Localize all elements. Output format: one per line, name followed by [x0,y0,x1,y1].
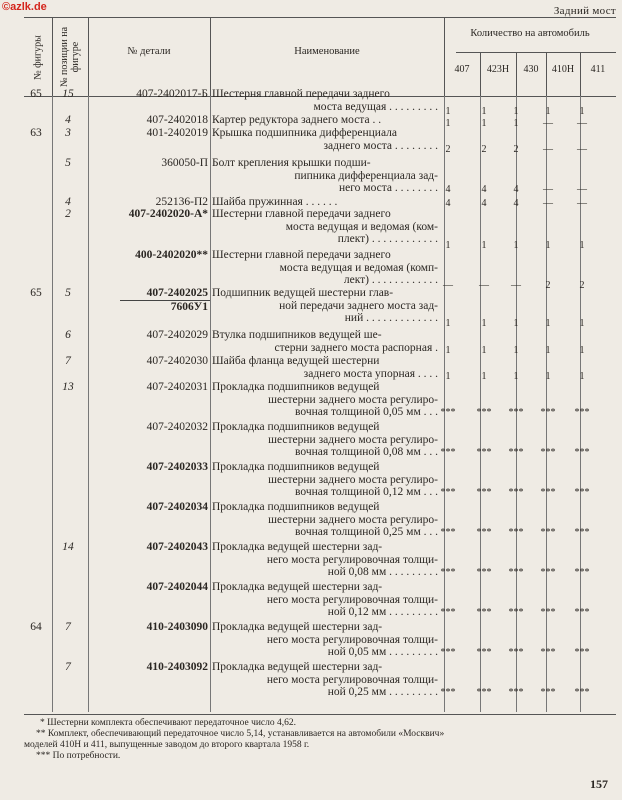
item-name-line: вочная толщиной 0,08 мм . . . [295,446,438,458]
quantity-cell: *** [508,527,524,538]
column-rule [210,96,211,712]
quantity-cell: 1 [513,106,519,117]
quantity-cell: 1 [545,318,551,329]
position-number: 6 [65,329,71,341]
item-name-line: ний . . . . . . . . . . . . . [344,312,438,324]
quantity-cell: *** [540,607,556,618]
quantity-cell: 2 [545,280,551,291]
quantity-cell: 1 [545,106,551,117]
item-name-line: шестерни заднего моста регулиро- [268,473,438,486]
item-name-line: вочная толщиной 0,25 мм . . . [295,526,438,538]
figure-number: 65 [30,287,42,299]
header-model: 410Н [551,64,575,75]
item-name-line: ной 0,05 мм . . . . . . . . . [327,646,438,658]
quantity-cell: *** [574,407,590,418]
quantity-cell: *** [574,647,590,658]
item-name-line: него моста регулировочная толщи- [266,593,438,606]
quantity-cell: *** [440,687,456,698]
quantity-cell: *** [476,527,492,538]
part-number: 407-2402031 [146,381,208,393]
position-number: 5 [65,287,71,299]
part-number: 407-2402029 [146,329,208,341]
quantity-cell: 2 [481,144,487,155]
quantity-cell: 2 [445,144,451,155]
part-number: 407-2402018 [146,114,208,126]
quantity-cell: — [577,198,587,209]
header-model: 430 [523,64,539,75]
item-name-line: Шайба фланца ведущей шестерни [212,355,380,367]
item-name [212,421,438,459]
figure-number: 65 [30,88,42,100]
quantity-cell: 1 [545,371,551,382]
quantity-cell: 4 [481,198,487,209]
position-number: 7 [65,621,71,633]
quantity-cell: *** [540,567,556,578]
quantity-cell: *** [508,487,524,498]
part-number: 407-2402044 [146,581,208,593]
item-name-line: моста ведущая и ведомая (комп- [279,261,438,274]
header-pos-no: № позиции на фигуре [59,26,81,88]
quantity-cell: *** [476,687,492,698]
quantity-cell: 1 [513,118,519,129]
quantity-cell: *** [440,567,456,578]
item-name-line: моста ведущая . . . . . . . . . [313,100,438,113]
quantity-cell: — [543,184,553,195]
quantity-cell: 2 [513,144,519,155]
item-name-line: Прокладка подшипников ведущей [212,381,380,393]
footnotes [24,714,616,762]
section-title: Задний мост [553,5,616,17]
header-name: Наименование [294,46,360,57]
item-name-line: ной 0,25 мм . . . . . . . . . [327,686,438,698]
item-name-line: Прокладка подшипников ведущей [212,461,380,473]
item-name-line: Подшипник ведущей шестерни глав- [212,287,394,299]
quantity-cell: 1 [513,318,519,329]
quantity-cell: *** [574,527,590,538]
quantity-cell: 1 [579,106,585,117]
item-name-line: стерни заднего моста распорная . [274,341,438,354]
item-name-line: пипника дифференциала зад- [294,169,438,182]
quantity-cell: 1 [481,106,487,117]
header-part-no: № детали [127,46,171,57]
item-name-line: Прокладка подшипников ведущей [212,501,380,513]
quantity-cell: 1 [481,318,487,329]
part-number: 407-2402017-Б [136,88,208,100]
item-name [212,581,438,619]
part-number: 407-2402034 [146,501,208,513]
quantity-cell: *** [508,567,524,578]
quantity-cell: *** [508,607,524,618]
position-number: 5 [65,157,71,169]
item-name [212,355,438,380]
item-name-line: заднего моста . . . . . . . . [323,139,438,152]
quantity-cell: — [511,280,521,291]
item-name-line: него моста регулировочная толщи- [266,673,438,686]
item-name [212,287,438,325]
item-name-line: вочная толщиной 0,05 мм . . . [295,406,438,418]
quantity-cell: 1 [481,118,487,129]
part-number: 401-2402019 [146,127,208,139]
item-name-line: Шестерни главной передачи заднего [212,249,391,261]
column-rule [88,96,89,712]
quantity-cell: 4 [513,198,519,209]
quantity-cell: — [543,198,553,209]
quantity-cell: 1 [579,318,585,329]
quantity-cell: *** [540,407,556,418]
quantity-cell: 1 [513,345,519,356]
item-name-line: него моста регулировочная толщи- [266,553,438,566]
quantity-cell: 1 [445,106,451,117]
position-number: 7 [65,661,71,673]
quantity-cell: 1 [445,371,451,382]
item-name-line: шестерни заднего моста регулиро- [268,393,438,406]
quantity-cell: *** [508,447,524,458]
part-number-alt: 7606У1 [170,301,208,313]
quantity-cell: 1 [445,240,451,251]
position-number: 3 [65,127,71,139]
quantity-cell: — [577,118,587,129]
item-name-line: Прокладка ведущей шестерни зад- [212,541,383,553]
position-number: 4 [65,114,71,126]
item-name-line: Втулка подшипников ведущей ше- [212,329,382,341]
position-number: 4 [65,196,71,208]
quantity-cell: 1 [481,240,487,251]
item-name-line: моста ведущая и ведомая (ком- [285,220,438,233]
quantity-cell: *** [574,567,590,578]
quantity-cell: *** [476,487,492,498]
item-name [212,114,438,127]
part-number: 407-2402020-А* [128,208,208,220]
quantity-cell: *** [574,687,590,698]
header-model: 407 [454,64,470,75]
page-number: 157 [590,777,608,791]
item-name-line: шестерни заднего моста регулиро- [268,433,438,446]
quantity-cell: *** [440,447,456,458]
quantity-cell: *** [476,607,492,618]
figure-number: 63 [30,127,42,139]
quantity-cell: *** [508,647,524,658]
quantity-cell: *** [476,567,492,578]
item-name-line: Прокладка подшипников ведущей [212,421,380,433]
item-name-line: него моста регулировочная толщи- [266,633,438,646]
quantity-cell: *** [476,647,492,658]
quantity-cell: 1 [481,345,487,356]
quantity-cell: 2 [579,280,585,291]
header-qty-group: Количество на автомобиль [470,28,590,39]
item-name-line: заднего моста упорная . . . . [303,367,438,380]
part-number: 407-2402030 [146,355,208,367]
item-name [212,208,438,246]
quantity-cell: *** [540,647,556,658]
item-name [212,621,438,659]
item-name-line: Болт крепления крышки подши- [212,157,371,169]
quantity-cell: *** [440,487,456,498]
footnote: моделей 410Н и 411, выпущенные заводом до второго квартала 1958 г. [24,740,310,750]
quantity-cell: *** [540,447,556,458]
item-name [212,196,438,209]
quantity-cell: 4 [481,184,487,195]
quantity-cell: — [543,118,553,129]
item-name-line: Шайба пружинная . . . . . . [212,196,338,208]
part-number: 407-2402025 [146,287,208,299]
item-name-line: ной 0,08 мм . . . . . . . . . [327,566,438,578]
part-number: 400-2402020** [135,249,208,261]
position-number: 14 [62,541,74,553]
item-name-line: ной 0,12 мм . . . . . . . . . [327,606,438,618]
position-number: 15 [62,88,74,100]
quantity-cell: *** [574,607,590,618]
item-name-line: Прокладка ведущей шестерни зад- [212,661,383,673]
figure-number: 64 [30,621,42,633]
item-name [212,501,438,539]
quantity-cell: 1 [545,240,551,251]
watermark: ©azlk.de [2,1,47,13]
quantity-cell: 1 [445,118,451,129]
item-name-line: Крышка подшипника дифференциала [212,127,397,139]
quantity-cell: *** [440,407,456,418]
quantity-cell: 1 [445,345,451,356]
quantity-cell: 1 [579,345,585,356]
item-name [212,381,438,419]
footnote: ** Комплект, обеспечивающий передаточное число 5,14, устанавливается на автомобили «Москвич» [36,729,445,739]
item-name-line: Прокладка ведущей шестерни зад- [212,621,383,633]
quantity-cell: — [577,184,587,195]
part-number: 407-2402032 [146,421,208,433]
quantity-cell: 4 [513,184,519,195]
header-model: 411 [590,64,606,75]
quantity-cell: *** [476,407,492,418]
item-name-line: вочная толщиной 0,12 мм . . . [295,486,438,498]
quantity-cell: — [543,144,553,155]
quantity-cell: — [577,144,587,155]
item-name-line: ной передачи заднего моста зад- [279,299,438,312]
item-name [212,127,438,152]
item-name [212,541,438,579]
quantity-cell: *** [440,527,456,538]
header-fig-no: № фигуры [32,35,44,80]
quantity-cell: — [443,280,453,291]
quantity-cell: 1 [513,371,519,382]
quantity-cell: *** [508,407,524,418]
quantity-cell: *** [540,527,556,538]
part-number: 410-2403092 [146,661,208,673]
quantity-cell: *** [508,687,524,698]
footnote: *** По потребности. [36,751,121,761]
item-name [212,329,438,354]
column-rule [52,96,53,712]
position-number: 2 [65,208,71,220]
item-name-line: Прокладка ведущей шестерни зад- [212,581,383,593]
position-number: 7 [65,355,71,367]
item-name-line: Шестерни главной передачи заднего [212,208,391,220]
quantity-cell: 1 [513,240,519,251]
footnote: * Шестерни комплекта обеспечивают передаточное число 4,62. [40,718,297,728]
quantity-cell: 1 [545,345,551,356]
item-name-line: плект) . . . . . . . . . . . . [337,233,438,245]
item-name [212,461,438,499]
quantity-cell: 1 [579,240,585,251]
quantity-cell: 1 [481,371,487,382]
quantity-cell: *** [540,687,556,698]
quantity-cell: *** [540,487,556,498]
quantity-cell: — [479,280,489,291]
part-number: 360050-П [161,157,208,169]
quantity-cell: 4 [445,184,451,195]
item-name-line: него моста . . . . . . . . [338,182,438,194]
header-model: 423Н [486,64,510,75]
quantity-cell: *** [440,647,456,658]
quantity-cell: *** [440,607,456,618]
item-name-line: лект) . . . . . . . . . . . . [343,274,438,286]
item-name-line: шестерни заднего моста регулиро- [268,513,438,526]
quantity-cell: *** [476,447,492,458]
part-number: 410-2403090 [146,621,208,633]
part-number-divider [120,300,210,301]
item-name-line: Картер редуктора заднего моста . . [212,114,382,126]
quantity-cell: 4 [445,198,451,209]
position-number: 13 [62,381,74,393]
item-name [212,88,438,113]
table-header [24,17,616,97]
quantity-cell: *** [574,447,590,458]
quantity-cell: *** [574,487,590,498]
quantity-cell: 1 [579,371,585,382]
part-number: 252136-П2 [155,196,208,208]
quantity-cell: 1 [445,318,451,329]
item-name [212,661,438,699]
part-number: 407-2402033 [146,461,208,473]
item-name-line: Шестерня главной передачи заднего [212,88,390,100]
item-name [212,157,438,195]
item-name [212,249,438,287]
part-number: 407-2402043 [146,541,208,553]
